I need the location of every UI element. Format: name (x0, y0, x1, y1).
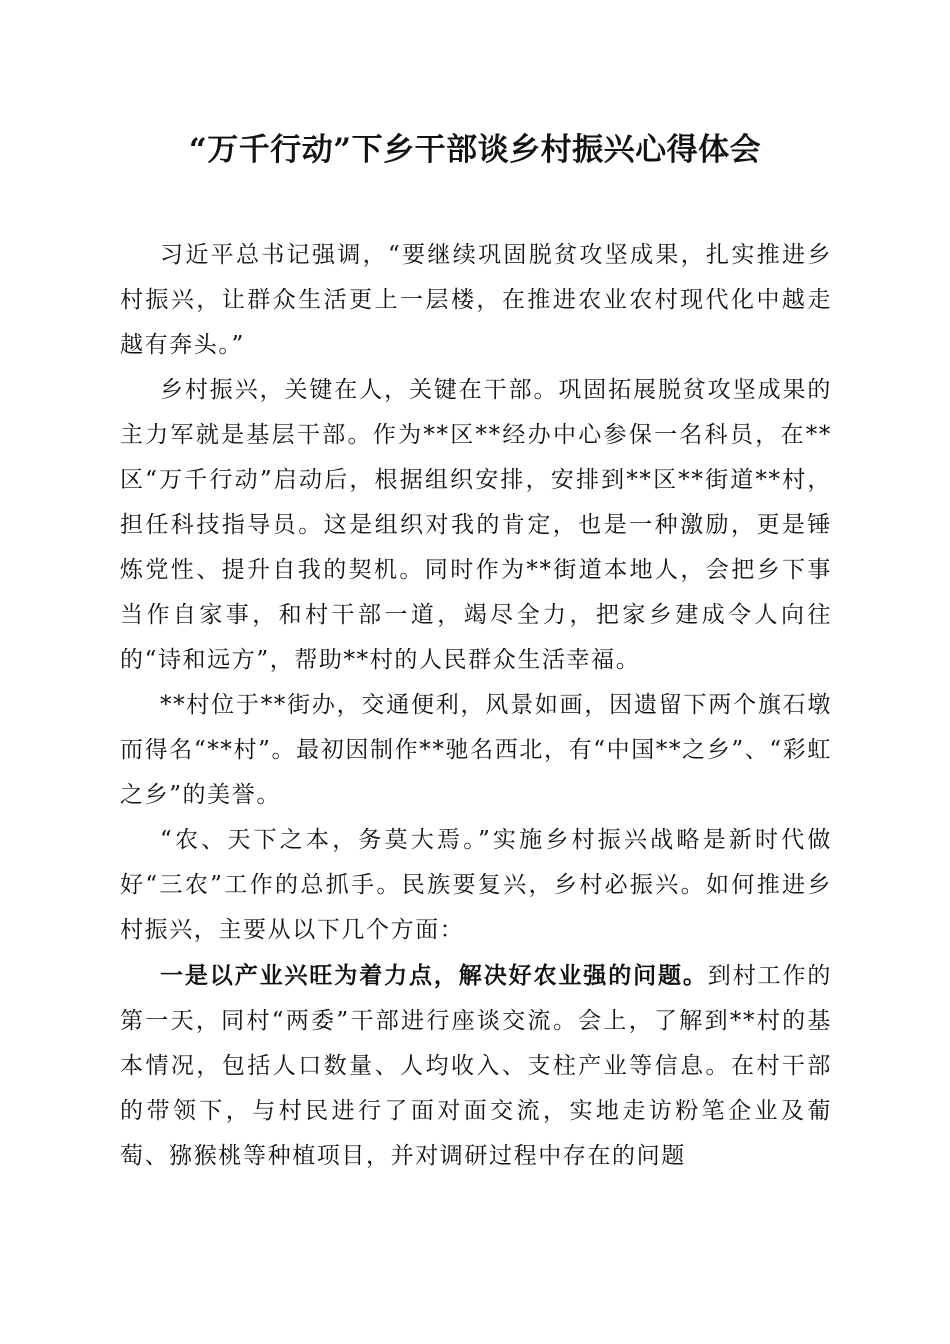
paragraph-village-intro: **村位于**街办，交通便利，风景如画，因遗留下两个旗石墩而得名“**村”。最初因制作**驰名西北，有“中国**之乡”、“彩虹之乡”的美誉。 (120, 692, 832, 808)
paragraph-industry-lead: 一是以产业兴旺为着力点，解决好农业强的问题。 (160, 962, 708, 989)
paragraph-industry (120, 953, 832, 1179)
paragraph-agriculture: “农、天下之本，务莫大焉。”实施乡村振兴战略是新时代做好“三农”工作的总抓手。民族要复兴，乡村必振兴。如何推进乡村振兴，主要从以下几个方面： (120, 827, 832, 943)
paragraph-quote: 习近平总书记强调，“要继续巩固脱贫攻坚成果，扎实推进乡村振兴，让群众生活更上一层楼，在推进农业农村现代化中越走越有奔头。” (120, 242, 832, 358)
document-title: “万千行动”下乡干部谈乡村振兴心得体会 (188, 132, 762, 168)
document-body (120, 233, 832, 1179)
paragraph-industry-text: 到村工作的第一天，同村“两委”干部进行座谈交流。会上，了解到**村的基本情况，包括人口数量、人均收入、支柱产业等信息。在村干部的带领下，与村民进行了面对面交流，实地走访粉笔企业及葡萄、猕猴桃等种植项目，并对调研过程中存在的问题 (120, 963, 832, 1169)
paragraph-cadre-role: 乡村振兴，关键在人，关键在干部。巩固拓展脱贫攻坚成果的主力军就是基层干部。作为**区**经办中心参保一名科员，在**区“万千行动”启动后，根据组织安排，安排到**区**街道**村，担任科技指导员。这是组织对我的肯定，也是一种激励，更是锤炼党性、提升自我的契机。同时作为**街道本地人，会把乡下事当作自家事，和村干部一道，竭尽全力，把家乡建成令人向往的“诗和远方”，帮助**村的人民群众生活幸福。 (120, 377, 832, 673)
